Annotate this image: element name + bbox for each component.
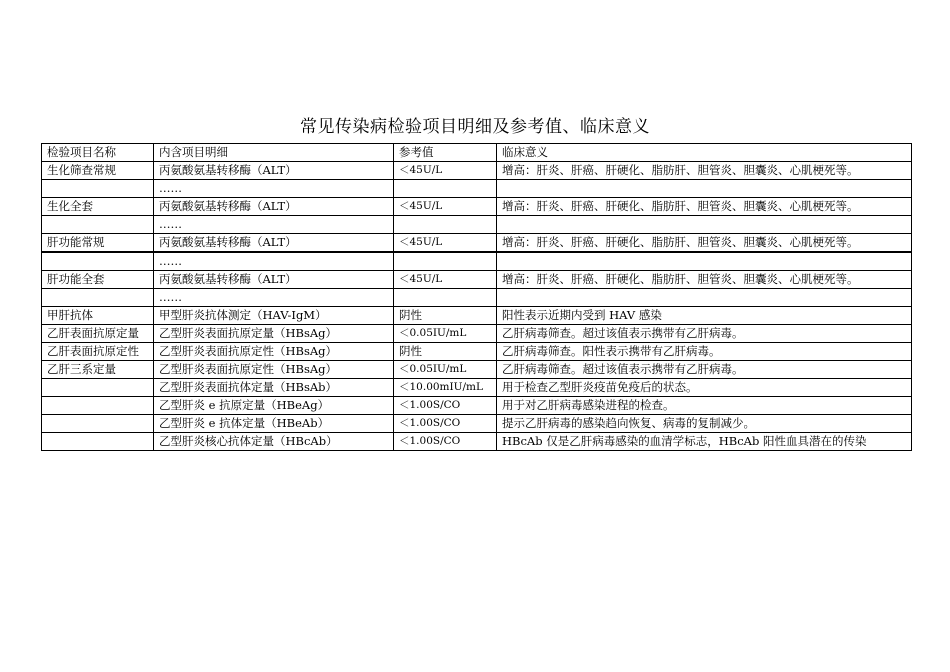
cell-item: 乙型肝炎核心抗体定量（HBcAb） [154, 433, 394, 451]
cell-ref: ＜1.00S/CO [394, 397, 497, 415]
cell-name [42, 433, 154, 451]
cell-ref [394, 252, 497, 271]
cell-ref: ＜45U/L [394, 162, 497, 180]
table-row [42, 433, 912, 451]
cell-ref: ＜45U/L [394, 271, 497, 289]
cell-ref: ＜0.05IU/mL [394, 325, 497, 343]
cell-name [42, 289, 154, 307]
table-row [42, 325, 912, 343]
cell-meaning: 增高：肝炎、肝癌、肝硬化、脂肪肝、胆管炎、胆囊炎、心肌梗死等。 [497, 234, 912, 253]
table-row [42, 415, 912, 433]
table-row [42, 379, 912, 397]
table-row [42, 361, 912, 379]
cell-item: 丙氨酸氨基转移酶（ALT） [154, 198, 394, 216]
cell-item: …… [154, 180, 394, 198]
cell-meaning [497, 289, 912, 307]
cell-name: 肝功能全套 [42, 271, 154, 289]
cell-item: …… [154, 216, 394, 234]
cell-name: 乙肝表面抗原定性 [42, 343, 154, 361]
cell-ref [394, 216, 497, 234]
header-item: 内含项目明细 [154, 144, 394, 162]
cell-item: 乙型肝炎表面抗原定量（HBsAg） [154, 325, 394, 343]
table-row [42, 343, 912, 361]
cell-meaning: 阳性表示近期内受到 HAV 感染 [497, 307, 912, 325]
cell-ref: ＜0.05IU/mL [394, 361, 497, 379]
table-header-row [42, 144, 912, 162]
cell-meaning [497, 180, 912, 198]
table-row [42, 180, 912, 198]
table-row [42, 198, 912, 216]
test-items-table [41, 143, 912, 451]
cell-ref: ＜45U/L [394, 198, 497, 216]
table-row [42, 397, 912, 415]
header-meaning: 临床意义 [497, 144, 912, 162]
cell-name [42, 216, 154, 234]
cell-meaning: 乙肝病毒筛查。超过该值表示携带有乙肝病毒。 [497, 325, 912, 343]
cell-item: 甲型肝炎抗体测定（HAV-IgM） [154, 307, 394, 325]
table-row [42, 216, 912, 234]
cell-item: …… [154, 289, 394, 307]
cell-item: 乙型肝炎表面抗原定性（HBsAg） [154, 343, 394, 361]
cell-item: 乙型肝炎表面抗原定性（HBsAg） [154, 361, 394, 379]
cell-name [42, 252, 154, 271]
table-row [42, 307, 912, 325]
cell-item: 丙氨酸氨基转移酶（ALT） [154, 271, 394, 289]
cell-meaning: HBcAb 仅是乙肝病毒感染的血清学标志，HBcAb 阳性血具潜在的传染 [497, 433, 912, 451]
table-row [42, 271, 912, 289]
cell-meaning [497, 216, 912, 234]
header-ref: 参考值 [394, 144, 497, 162]
cell-name: 肝功能常规 [42, 234, 154, 253]
cell-name: 甲肝抗体 [42, 307, 154, 325]
cell-name: 生化筛查常规 [42, 162, 154, 180]
cell-ref [394, 289, 497, 307]
cell-name [42, 379, 154, 397]
cell-item: 丙氨酸氨基转移酶（ALT） [154, 162, 394, 180]
cell-ref: ＜45U/L [394, 234, 497, 253]
cell-name [42, 180, 154, 198]
table-row [42, 234, 912, 253]
cell-meaning: 增高：肝炎、肝癌、肝硬化、脂肪肝、胆管炎、胆囊炎、心肌梗死等。 [497, 198, 912, 216]
cell-meaning: 乙肝病毒筛查。阳性表示携带有乙肝病毒。 [497, 343, 912, 361]
cell-ref: ＜10.00mIU/mL [394, 379, 497, 397]
cell-item: 乙型肝炎 e 抗原定量（HBeAg） [154, 397, 394, 415]
cell-item: 乙型肝炎 e 抗体定量（HBeAb） [154, 415, 394, 433]
table-row [42, 252, 912, 271]
table-row [42, 162, 912, 180]
cell-item: 丙氨酸氨基转移酶（ALT） [154, 234, 394, 253]
header-name: 检验项目名称 [42, 144, 154, 162]
cell-meaning: 增高：肝炎、肝癌、肝硬化、脂肪肝、胆管炎、胆囊炎、心肌梗死等。 [497, 271, 912, 289]
cell-ref: 阴性 [394, 307, 497, 325]
cell-ref: 阴性 [394, 343, 497, 361]
cell-meaning: 用于检查乙型肝炎疫苗免疫后的状态。 [497, 379, 912, 397]
table-row [42, 289, 912, 307]
cell-meaning: 乙肝病毒筛查。超过该值表示携带有乙肝病毒。 [497, 361, 912, 379]
page-title: 常见传染病检验项目明细及参考值、临床意义 [300, 117, 650, 137]
cell-name: 生化全套 [42, 198, 154, 216]
cell-item: 乙型肝炎表面抗体定量（HBsAb） [154, 379, 394, 397]
cell-item: …… [154, 252, 394, 271]
cell-ref: ＜1.00S/CO [394, 415, 497, 433]
cell-name [42, 397, 154, 415]
cell-meaning [497, 252, 912, 271]
cell-name: 乙肝表面抗原定量 [42, 325, 154, 343]
cell-meaning: 提示乙肝病毒的感染趋向恢复、病毒的复制减少。 [497, 415, 912, 433]
cell-ref: ＜1.00S/CO [394, 433, 497, 451]
cell-meaning: 用于对乙肝病毒感染进程的检查。 [497, 397, 912, 415]
cell-name: 乙肝三系定量 [42, 361, 154, 379]
cell-name [42, 415, 154, 433]
cell-ref [394, 180, 497, 198]
cell-meaning: 增高：肝炎、肝癌、肝硬化、脂肪肝、胆管炎、胆囊炎、心肌梗死等。 [497, 162, 912, 180]
